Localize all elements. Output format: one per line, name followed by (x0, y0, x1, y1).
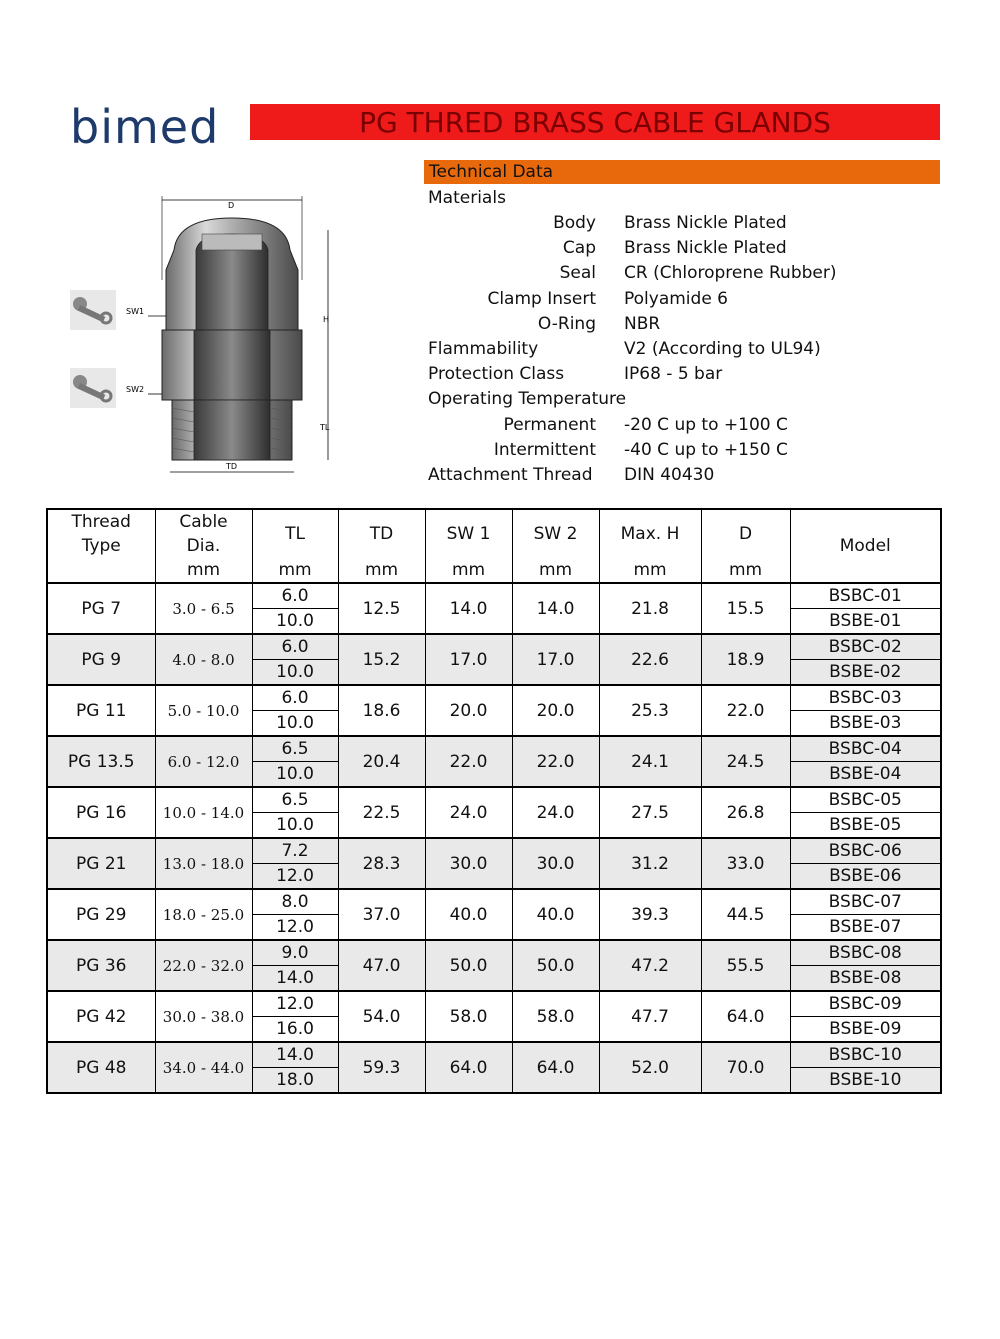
d-cell: 33.0 (701, 838, 790, 889)
table-row (47, 634, 941, 660)
max-h-cell: 47.2 (599, 940, 701, 991)
td-cell: 12.5 (338, 583, 425, 634)
td-cell: 54.0 (338, 991, 425, 1042)
tl-cell: 10.0 (252, 711, 338, 737)
column-header-unit: mm (278, 560, 312, 580)
column-header (47, 509, 155, 583)
tl-cell: 6.0 (252, 634, 338, 660)
d-cell: 44.5 (701, 889, 790, 940)
thread-type-cell: PG 29 (47, 889, 155, 940)
model-cell: BSBC-10 (790, 1042, 941, 1068)
d-cell: 55.5 (701, 940, 790, 991)
cable-dia-cell: 18.0 - 25.0 (155, 889, 252, 940)
d-cell: 70.0 (701, 1042, 790, 1093)
table-row (47, 583, 941, 609)
thread-type-cell: PG 21 (47, 838, 155, 889)
column-header (512, 509, 599, 583)
table-row (47, 991, 941, 1017)
sw2-cell: 58.0 (512, 991, 599, 1042)
td-cell: 18.6 (338, 685, 425, 736)
model-cell: BSBC-05 (790, 787, 941, 813)
model-cell: BSBE-07 (790, 915, 941, 941)
sw1-cell: 58.0 (425, 991, 512, 1042)
dim-d-label: D (228, 201, 235, 210)
sw2-cell: 50.0 (512, 940, 599, 991)
d-cell: 18.9 (701, 634, 790, 685)
spec-label: Clamp Insert (487, 288, 596, 309)
tl-cell: 6.0 (252, 583, 338, 609)
model-cell: BSBC-04 (790, 736, 941, 762)
sw1-cell: 64.0 (425, 1042, 512, 1093)
tl-cell: 10.0 (252, 609, 338, 635)
tl-cell: 12.0 (252, 864, 338, 890)
column-header (252, 509, 338, 583)
cable-dia-cell: 34.0 - 44.0 (155, 1042, 252, 1093)
cable-dia-cell: 6.0 - 12.0 (155, 736, 252, 787)
tl-cell: 18.0 (252, 1068, 338, 1094)
cable-dia-cell: 5.0 - 10.0 (155, 685, 252, 736)
model-cell: BSBE-09 (790, 1017, 941, 1043)
technical-data-label: Technical Data (429, 162, 554, 182)
d-cell: 15.5 (701, 583, 790, 634)
column-header-title: TD (369, 524, 394, 544)
thread-type-cell: PG 16 (47, 787, 155, 838)
table-row (47, 889, 941, 915)
sw2-cell: 17.0 (512, 634, 599, 685)
spec-value: NBR (624, 313, 661, 334)
model-cell: BSBC-09 (790, 991, 941, 1017)
sw1-cell: 17.0 (425, 634, 512, 685)
column-header-unit: mm (633, 560, 667, 580)
tl-cell: 10.0 (252, 660, 338, 686)
sw1-cell: 30.0 (425, 838, 512, 889)
spec-label: Permanent (503, 414, 596, 435)
sw2-cell: 14.0 (512, 583, 599, 634)
max-h-cell: 31.2 (599, 838, 701, 889)
thread-type-cell: PG 42 (47, 991, 155, 1042)
dim-h-label: H (323, 315, 330, 324)
table-header-row (47, 509, 941, 583)
dim-tl-label: TL (320, 423, 330, 432)
spec-value: DIN 40430 (624, 465, 715, 485)
column-header-unit: mm (728, 560, 763, 580)
dim-td-label: TD (226, 462, 238, 471)
spec-value: Brass Nickle Plated (624, 238, 787, 259)
td-cell: 15.2 (338, 634, 425, 685)
spec-label: Flammability (428, 339, 539, 359)
model-cell: BSBE-03 (790, 711, 941, 737)
column-header-unit: mm (186, 560, 221, 580)
wrench-icon (70, 368, 116, 408)
table-row (47, 787, 941, 813)
sw1-label: SW1 (126, 307, 145, 316)
column-header-title: Thread Type (71, 512, 131, 556)
model-cell: BSBE-02 (790, 660, 941, 686)
sw2-cell: 20.0 (512, 685, 599, 736)
column-header-unit: mm (538, 560, 573, 580)
column-header-title: Max. H (620, 524, 680, 544)
bimed-logo: bimed (70, 100, 220, 154)
sw1-cell: 14.0 (425, 583, 512, 634)
tl-cell: 16.0 (252, 1017, 338, 1043)
td-cell: 37.0 (338, 889, 425, 940)
model-cell: BSBC-01 (790, 583, 941, 609)
tl-cell: 10.0 (252, 762, 338, 788)
tl-cell: 6.0 (252, 685, 338, 711)
spec-value: IP68 - 5 bar (624, 364, 723, 385)
tl-cell: 14.0 (252, 1042, 338, 1068)
spec-label: Operating Temperature (428, 389, 627, 410)
cable-dia-cell: 30.0 - 38.0 (155, 991, 252, 1042)
cable-dia-cell: 13.0 - 18.0 (155, 838, 252, 889)
wrench-icon (70, 290, 116, 330)
spec-label: Cap (562, 238, 596, 259)
sw2-cell: 64.0 (512, 1042, 599, 1093)
sw1-cell: 40.0 (425, 889, 512, 940)
td-cell: 59.3 (338, 1042, 425, 1093)
spec-value: -40 C up to +150 C (624, 439, 788, 460)
column-header-title: SW 2 (533, 524, 578, 544)
cable-dia-cell: 22.0 - 32.0 (155, 940, 252, 991)
cable-dia-cell: 4.0 - 8.0 (155, 634, 252, 685)
title-bar (250, 104, 940, 140)
max-h-cell: 27.5 (599, 787, 701, 838)
sw1-cell: 24.0 (425, 787, 512, 838)
model-cell: BSBE-06 (790, 864, 941, 890)
thread-type-cell: PG 9 (47, 634, 155, 685)
max-h-cell: 22.6 (599, 634, 701, 685)
model-cell: BSBE-01 (790, 609, 941, 635)
spec-label: Body (553, 213, 596, 233)
thread-type-cell: PG 7 (47, 583, 155, 634)
column-header-title: Cable Dia. (179, 512, 228, 556)
tl-cell: 7.2 (252, 838, 338, 864)
td-cell: 22.5 (338, 787, 425, 838)
page-title: PG THRED BRASS CABLE GLANDS (359, 106, 831, 139)
spec-label: Seal (559, 263, 596, 284)
td-cell: 47.0 (338, 940, 425, 991)
spec-label: Intermittent (493, 439, 596, 460)
spec-value: V2 (According to UL94) (624, 339, 821, 359)
model-cell: BSBE-04 (790, 762, 941, 788)
sw2-cell: 40.0 (512, 889, 599, 940)
model-cell: BSBE-08 (790, 966, 941, 992)
d-cell: 24.5 (701, 736, 790, 787)
tl-cell: 12.0 (252, 915, 338, 941)
max-h-cell: 39.3 (599, 889, 701, 940)
table-row (47, 940, 941, 966)
table-row (47, 1042, 941, 1068)
column-header-title: SW 1 (446, 524, 491, 544)
model-cell: BSBE-10 (790, 1068, 941, 1094)
max-h-cell: 24.1 (599, 736, 701, 787)
tl-cell: 14.0 (252, 966, 338, 992)
d-cell: 22.0 (701, 685, 790, 736)
max-h-cell: 47.7 (599, 991, 701, 1042)
cable-gland-diagram (66, 190, 366, 480)
column-header (790, 509, 941, 583)
model-cell: BSBC-03 (790, 685, 941, 711)
table-row (47, 685, 941, 711)
column-header-unit: mm (364, 560, 399, 580)
model-cell: BSBE-05 (790, 813, 941, 839)
column-header-unit: mm (451, 560, 486, 580)
model-cell: BSBC-08 (790, 940, 941, 966)
d-cell: 64.0 (701, 991, 790, 1042)
column-header (701, 509, 790, 583)
sw1-cell: 50.0 (425, 940, 512, 991)
column-header (338, 509, 425, 583)
spec-value: Polyamide 6 (624, 288, 729, 309)
spec-value: -20 C up to +100 C (624, 414, 788, 435)
sw1-cell: 20.0 (425, 685, 512, 736)
column-header (155, 509, 252, 583)
tl-cell: 10.0 (252, 813, 338, 839)
thread-type-cell: PG 13.5 (47, 736, 155, 787)
table-row (47, 838, 941, 864)
sw2-cell: 24.0 (512, 787, 599, 838)
spec-label: Protection Class (428, 364, 565, 385)
tl-cell: 6.5 (252, 736, 338, 762)
tl-cell: 9.0 (252, 940, 338, 966)
column-header (599, 509, 701, 583)
thread-type-cell: PG 36 (47, 940, 155, 991)
spec-value: CR (Chloroprene Rubber) (624, 263, 837, 284)
d-cell: 26.8 (701, 787, 790, 838)
sw2-label: SW2 (126, 385, 145, 394)
td-cell: 20.4 (338, 736, 425, 787)
model-cell: BSBC-07 (790, 889, 941, 915)
spec-label: O-Ring (537, 313, 596, 334)
thread-type-cell: PG 11 (47, 685, 155, 736)
cable-dia-cell: 10.0 - 14.0 (155, 787, 252, 838)
column-header (425, 509, 512, 583)
tl-cell: 12.0 (252, 991, 338, 1017)
model-cell: BSBC-06 (790, 838, 941, 864)
sw2-cell: 30.0 (512, 838, 599, 889)
model-cell: BSBC-02 (790, 634, 941, 660)
tl-cell: 6.5 (252, 787, 338, 813)
tl-cell: 8.0 (252, 889, 338, 915)
sw1-cell: 22.0 (425, 736, 512, 787)
spec-value: Brass Nickle Plated (624, 213, 787, 233)
spec-label: Attachment Thread (428, 465, 593, 485)
column-header-title: TL (285, 524, 305, 544)
thread-type-cell: PG 48 (47, 1042, 155, 1093)
technical-data-bar (424, 160, 940, 184)
sw2-cell: 22.0 (512, 736, 599, 787)
spec-table (46, 508, 942, 1094)
column-header-title: D (738, 524, 753, 544)
materials-label: Materials (428, 188, 506, 208)
td-cell: 28.3 (338, 838, 425, 889)
cable-dia-cell: 3.0 - 6.5 (155, 583, 252, 634)
column-header-title: Model (839, 536, 891, 556)
max-h-cell: 21.8 (599, 583, 701, 634)
max-h-cell: 25.3 (599, 685, 701, 736)
max-h-cell: 52.0 (599, 1042, 701, 1093)
table-row (47, 736, 941, 762)
